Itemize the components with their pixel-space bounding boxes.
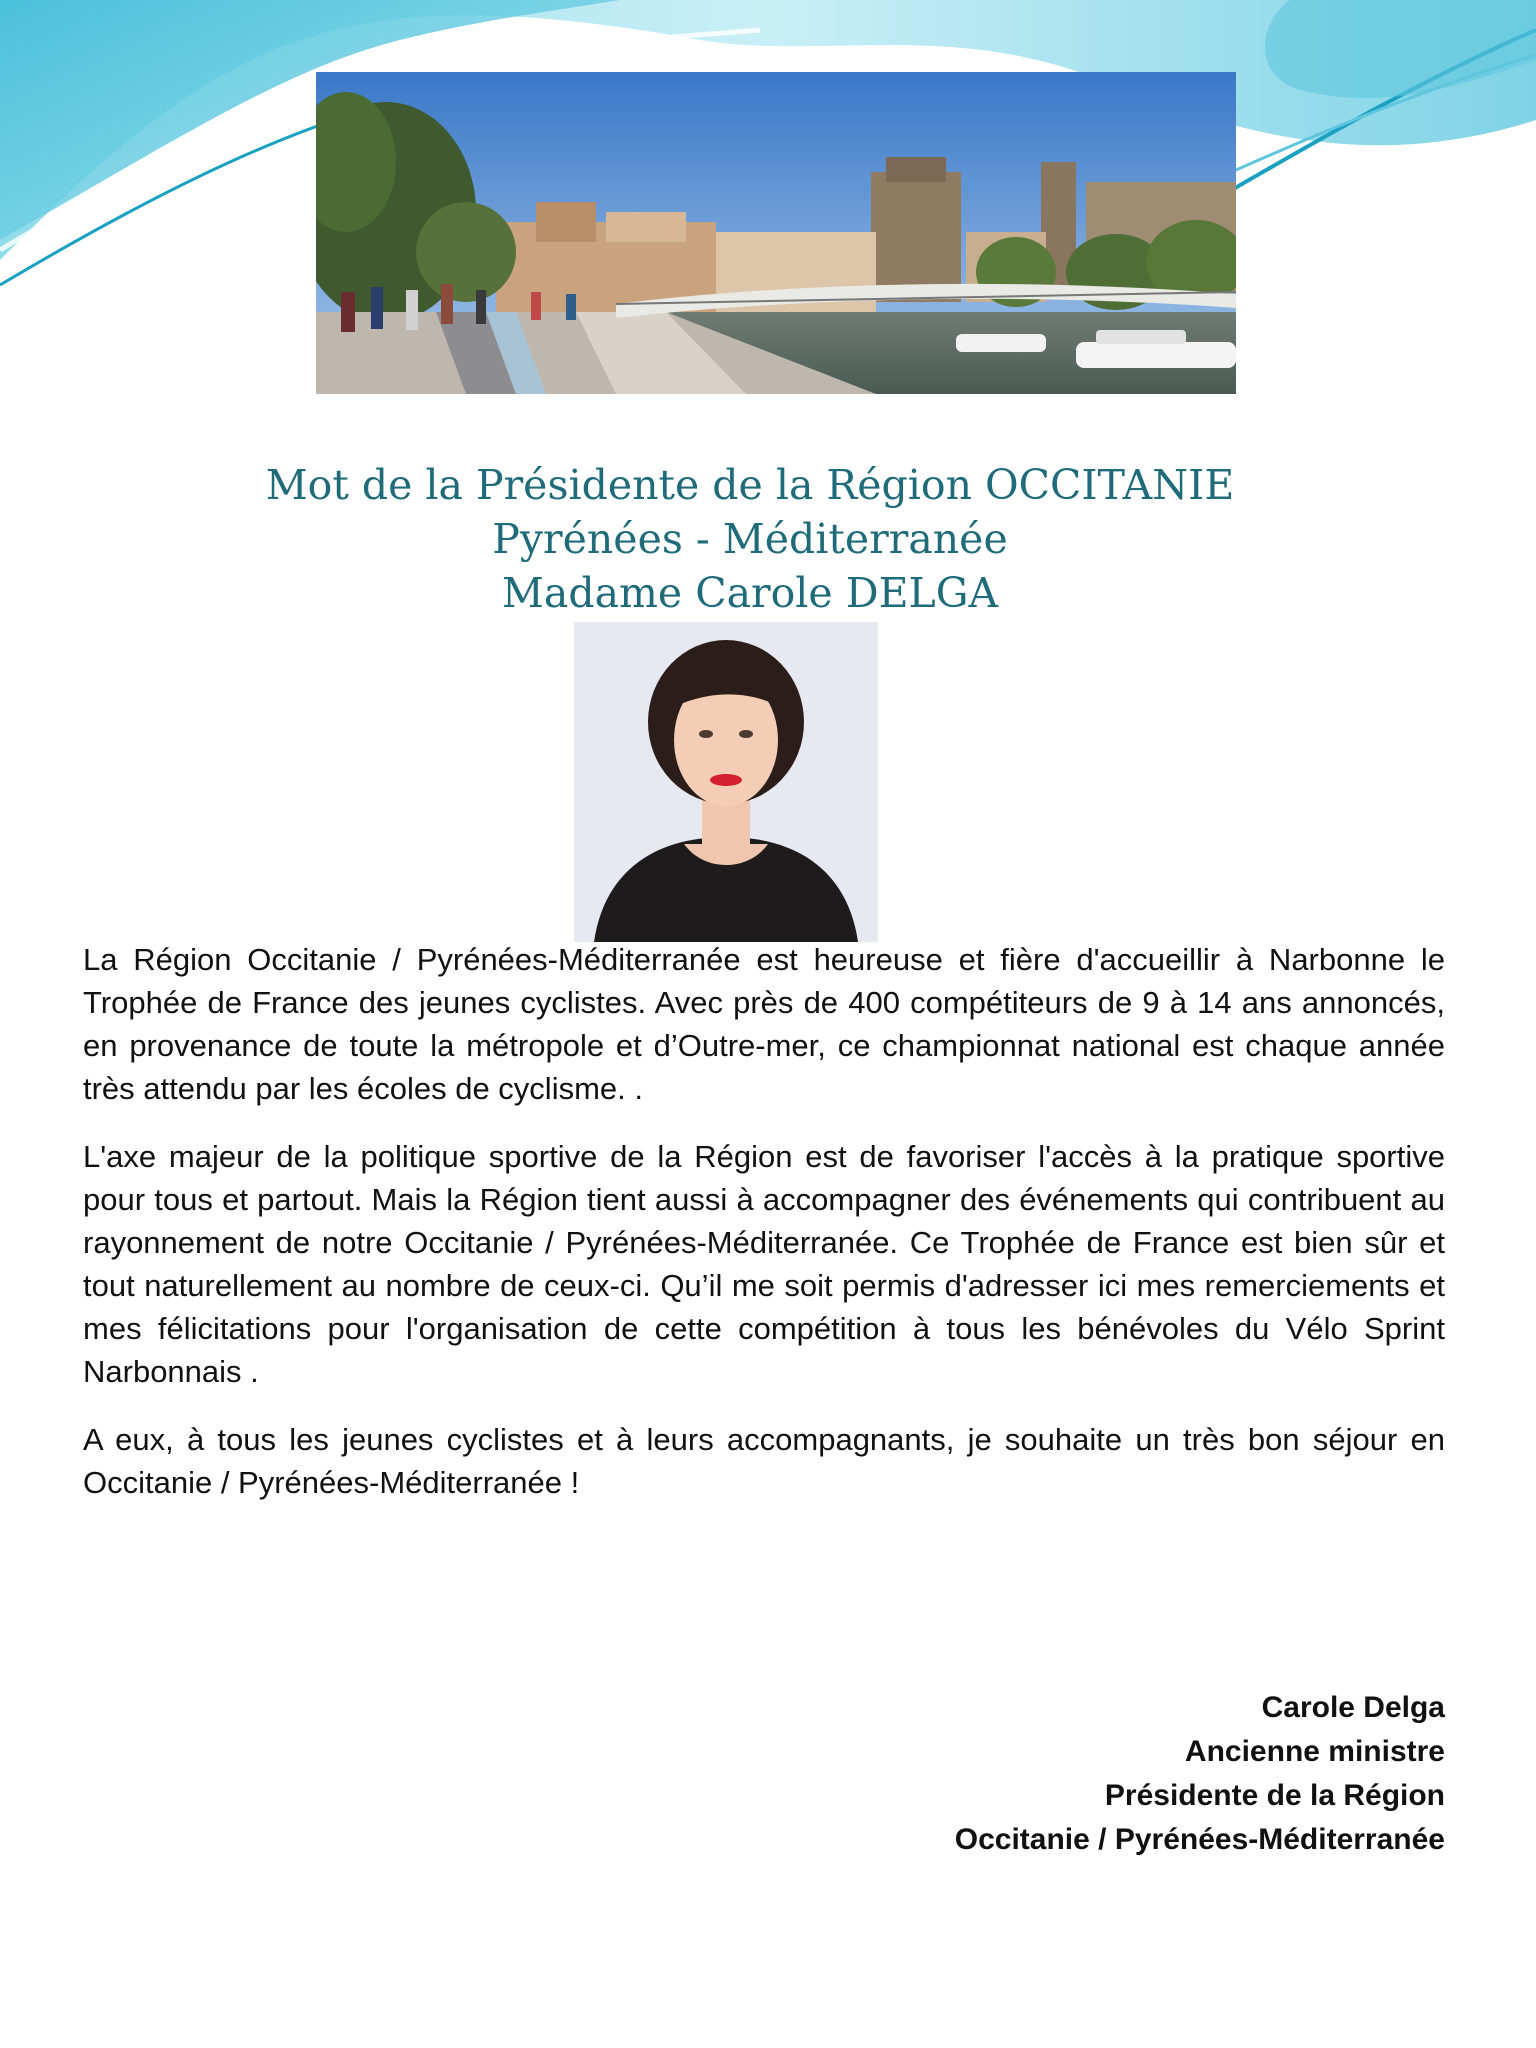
body-text (83, 938, 1445, 1529)
paragraph-1: La Région Occitanie / Pyrénées-Méditerranée est heureuse et fière d'accueillir à Narbonne le Trophée de France des jeunes cyclistes. Avec près de 400 compétiteurs de 9 à 14 ans annoncés, en provenance de toute la métropole et d’Outre-mer, ce championnat national est chaque année très attendu par les écoles de cyclisme. . (83, 942, 1445, 1106)
portrait-photo (574, 622, 878, 942)
paragraph-3: A eux, à tous les jeunes cyclistes et à leurs accompagnants, je souhaite un très bon séjour en Occitanie / Pyrénées-Méditerranée ! (83, 1422, 1445, 1500)
narbonne-canal-photo (316, 72, 1236, 394)
signature-title-2: Présidente de la Région (1104, 1779, 1445, 1812)
page-heading (0, 458, 1500, 620)
signature-title-3: Occitanie / Pyrénées-Méditerranée (954, 1823, 1445, 1856)
heading-line-1: Mot de la Présidente de la Région OCCITANIE (265, 461, 1235, 509)
signature-block (545, 1686, 1445, 1862)
signature-name: Carole Delga (1261, 1691, 1445, 1724)
signature-title-1: Ancienne ministre (1184, 1735, 1445, 1768)
heading-line-3: Madame Carole DELGA (501, 569, 999, 617)
heading-line-2: Pyrénées - Méditerranée (492, 515, 1008, 563)
paragraph-2: L'axe majeur de la politique sportive de la Région est de favoriser l'accès à la pratique sportive pour tous et partout. Mais la Région tient aussi à accompagner des événements qui contribuent au rayonnement de notre Occitanie / Pyrénées-Méditerranée. Ce Trophée de France est bien sûr et tout naturellement au nombre de ceux-ci. Qu’il me soit permis d'adresser ici mes remerciements et mes félicitations pour l'organisation de cette compétition à tous les bénévoles du Vélo Sprint Narbonnais . (83, 1139, 1445, 1389)
